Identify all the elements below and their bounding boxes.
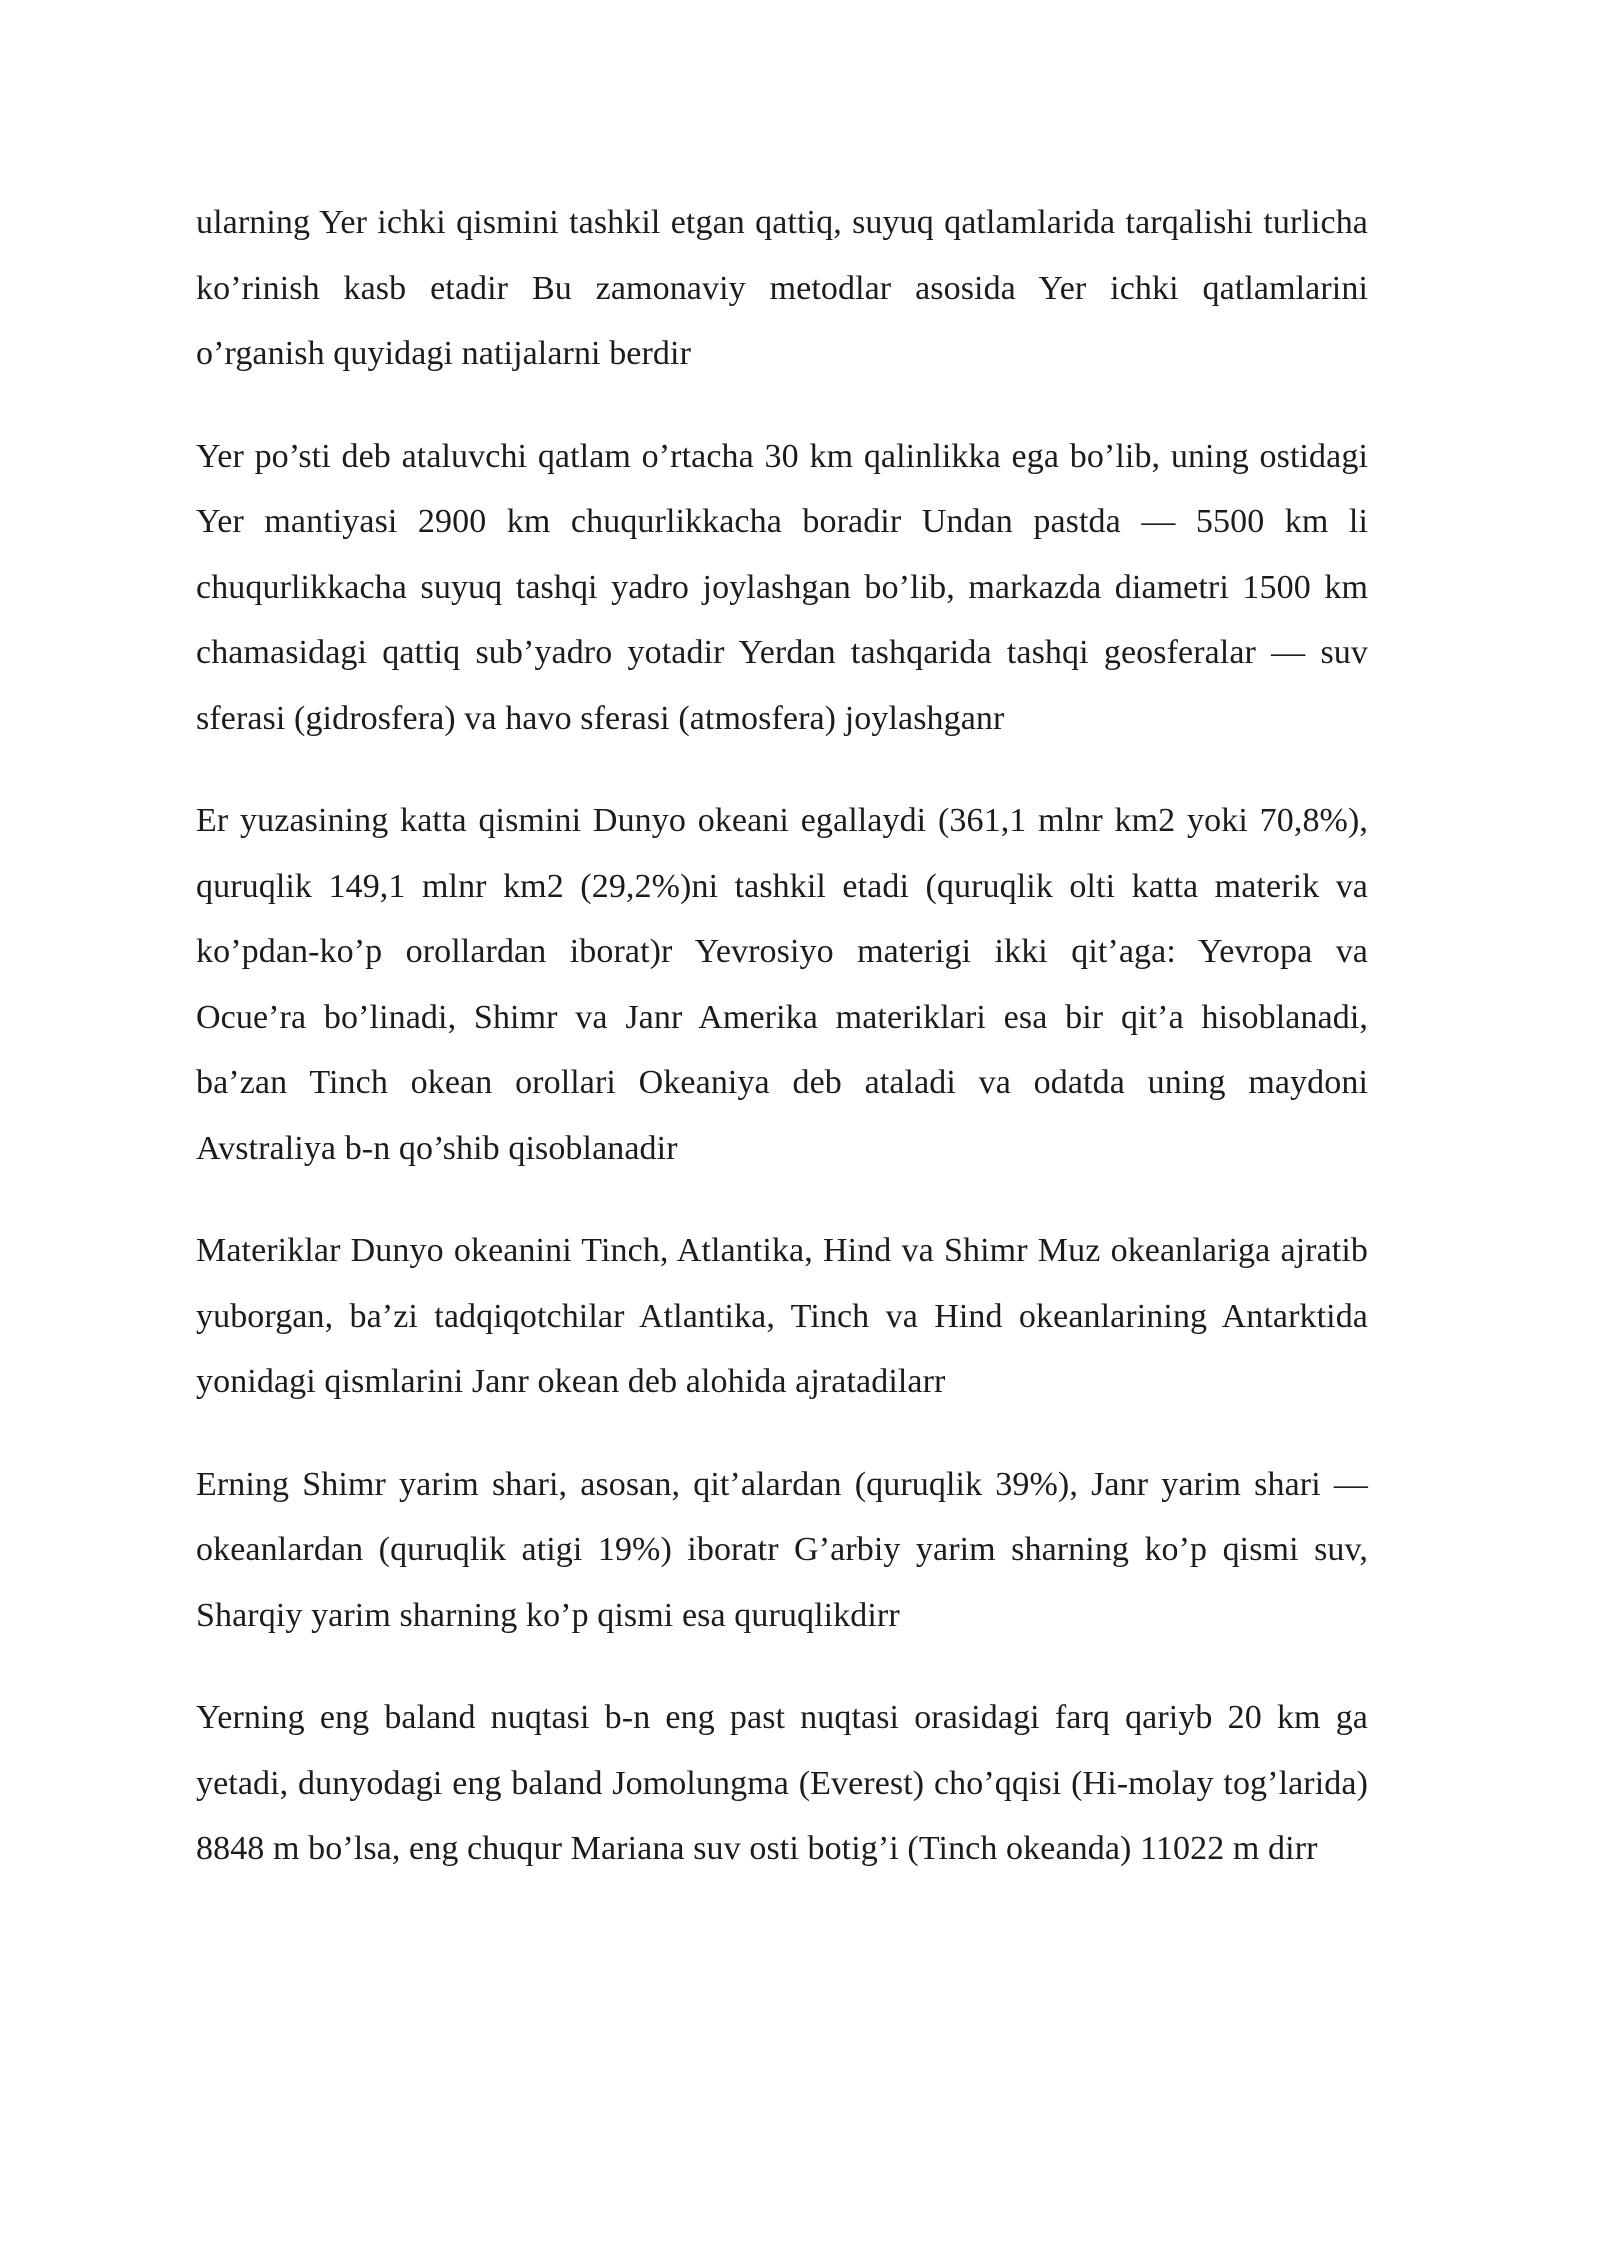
paragraph-5: Erning Shimr yarim shari, asosan, qit’alardan (quruqlik 39%), Janr yarim shari — okeanlardan (quruqlik atigi 19%) iboratr G’arbiy yarim sharning ko’p qismi suv, Sharqiy yarim sharning ko’p qismi esa quruqlikdirr: [196, 1465, 1368, 1634]
paragraph-3: Er yuzasining katta qismini Dunyo okeani egallaydi (361,1 mlnr km2 yoki 70,8%), quruqlik 149,1 mlnr km2 (29,2%)ni tashkil etadi (quruqlik olti katta materik va ko’pdan-ko’p orollardan iborat)r Yevrosiyo materigi ikki qit’aga: Yevropa va Ocue’ra bo’linadi, Shimr va Janr Amerika materiklari esa bir qit’a hisoblanadi, ba’zan Tinch okean orollari Okeaniya deb ataladi va odatda uning maydoni Avstraliya b-n qo’shib qisoblanadir: [196, 802, 1368, 1167]
document-body: [196, 190, 1368, 1919]
paragraph-2: Yer po’sti deb ataluvchi qatlam o’rtacha 30 km qalinlikka ega bo’lib, uning ostidagi Yer mantiyasi 2900 km chuqurlikkacha boradir Undan pastda — 5500 km li chuqurlikkacha suyuq tashqi yadro joylashgan bo’lib, markazda diametri 1500 km chamasidagi qattiq sub’yadro yotadir Yerdan tashqarida tashqi geosferalar — suv sferasi (gidrosfera) va havo sferasi (atmosfera) joylashganr: [196, 437, 1368, 737]
paragraph-1: ularning Yer ichki qismini tashkil etgan qattiq, suyuq qatlamlarida tarqalishi turlicha ko’rinish kasb etadir Bu zamonaviy metodlar asosida Yer ichki qatlamlarini o’rganish quyidagi natijalarni berdir: [196, 204, 1368, 372]
paragraph-4: Materiklar Dunyo okeanini Tinch, Atlantika, Hind va Shimr Muz okeanlariga ajratib yuborgan, ba’zi tadqiqotchilar Atlantika, Tinch va Hind okeanlarining Antarktida yonidagi qismlarini Janr okean deb alohida ajratadilarr: [196, 1232, 1368, 1400]
paragraph-6: Yerning eng baland nuqtasi b-n eng past nuqtasi orasidagi farq qariyb 20 km ga yetadi, dunyodagi eng baland Jomolungma (Everest) cho’qqisi (Hi-molay tog’larida) 8848 m bo’lsa, eng chuqur Mariana suv osti botig’i (Tinch okeanda) 11022 m dirr: [196, 1699, 1368, 1867]
